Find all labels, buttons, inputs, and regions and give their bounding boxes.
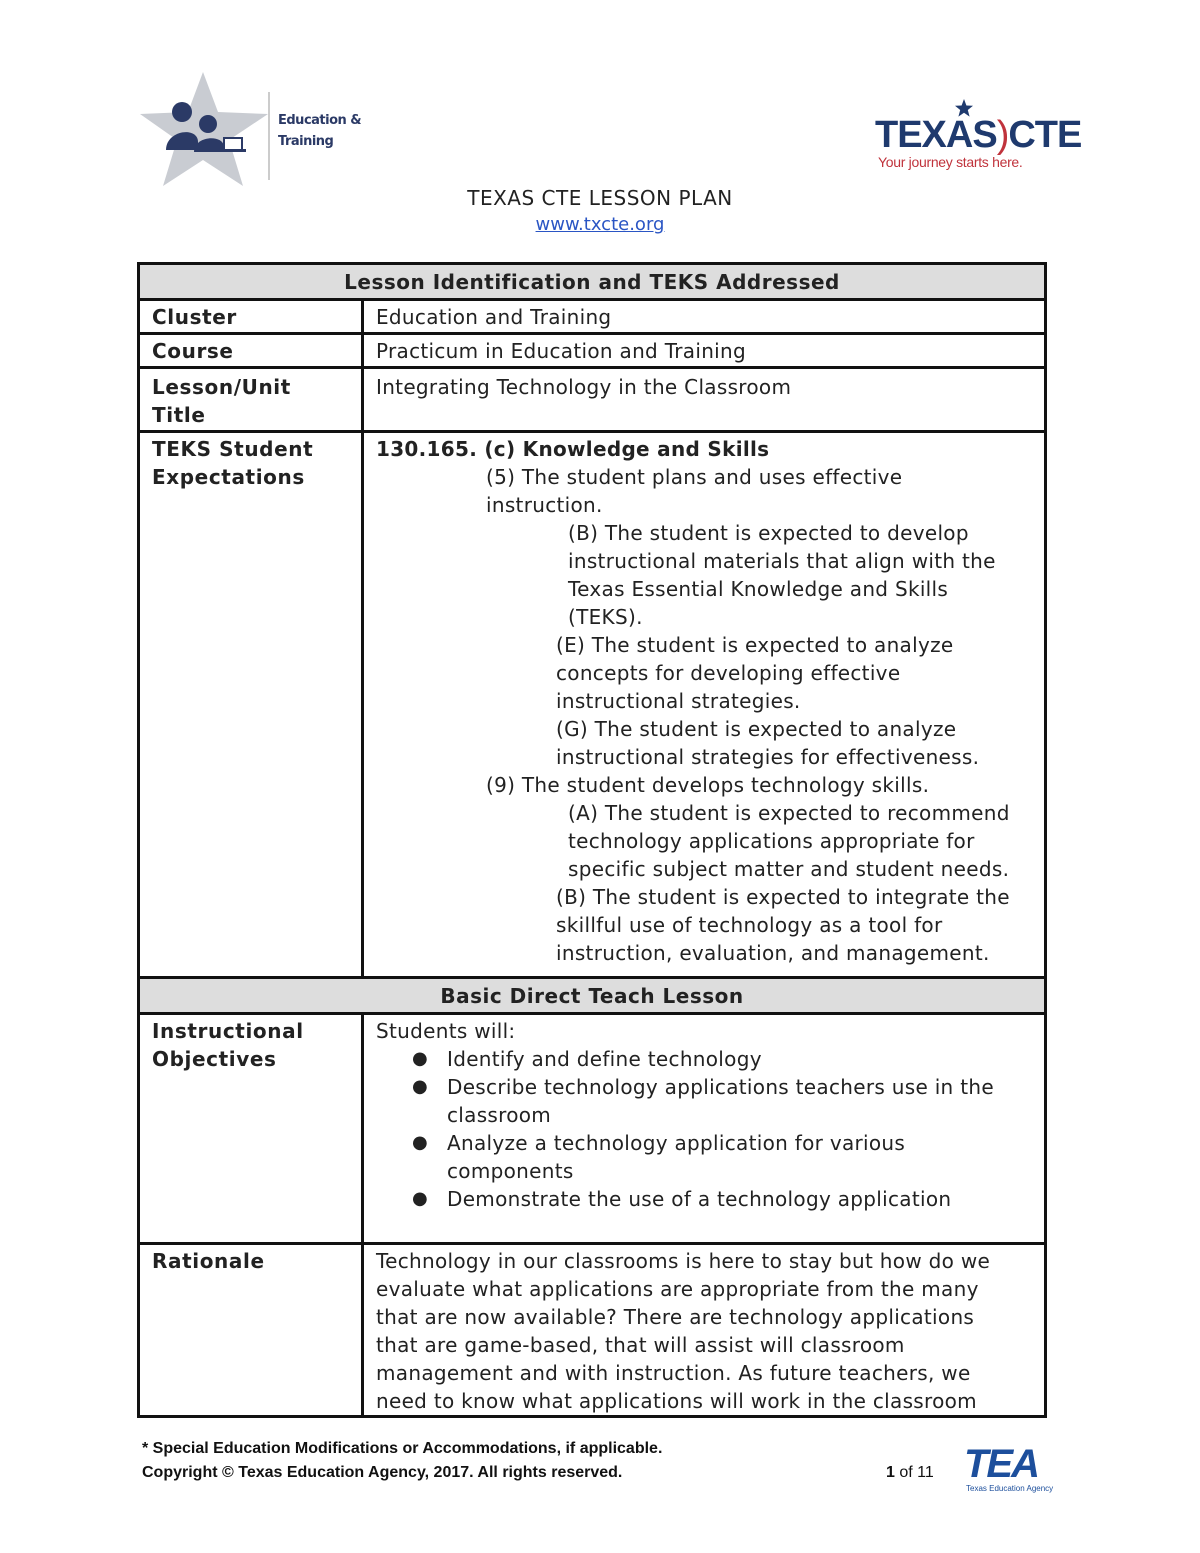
cluster-value: Education and Training	[376, 305, 612, 329]
footer-note: * Special Education Modifications or Accommodations, if applicable.	[142, 1440, 663, 1457]
tea-logo-subtitle: Texas Education Agency	[966, 1484, 1054, 1493]
objective-text: classroom	[447, 1103, 552, 1127]
row-cluster	[140, 301, 1044, 335]
teks-9a-line1: (A) The student is expected to recommend	[568, 801, 1010, 825]
lesson-title-label-line2: Title	[152, 403, 206, 427]
rationale-line: Technology in our classrooms is here to stay but how do we	[376, 1249, 991, 1273]
objective-text: Demonstrate the use of a technology application	[447, 1187, 952, 1211]
list-item	[376, 1185, 1032, 1213]
teks-content	[364, 433, 1044, 976]
section-lesson-identification	[140, 265, 1044, 301]
bullet-icon: ●	[412, 1188, 429, 1209]
row-lesson-title	[140, 369, 1044, 433]
tea-logo-text: TEA	[964, 1442, 1038, 1486]
bullet-icon: ●	[412, 1132, 429, 1153]
teks-5g-line2: instructional strategies for effectiveness.	[556, 745, 980, 769]
teks-label	[140, 433, 364, 976]
teks-5b-line1: (B) The student is expected to develop	[568, 521, 969, 545]
bullet-icon: ●	[412, 1048, 429, 1069]
objectives-label-line2: Objectives	[152, 1047, 277, 1071]
texas-word: TEXAS	[875, 114, 997, 156]
teks-label-line1: TEKS Student	[152, 437, 314, 461]
cte-word: CTE	[1008, 114, 1082, 156]
teks-5e-line3: instructional strategies.	[556, 689, 801, 713]
rationale-line: need to know what applications will work in the classroom	[376, 1389, 977, 1413]
row-rationale	[140, 1245, 1044, 1415]
teks-5b-line2: instructional materials that align with the	[568, 549, 996, 573]
lesson-title-label	[140, 369, 364, 430]
lesson-plan-table	[137, 262, 1047, 1418]
teks-9-line1: (9) The student develops technology skills.	[486, 773, 930, 797]
lesson-title-value: Integrating Technology in the Classroom	[376, 375, 792, 399]
teks-5b-line4: (TEKS).	[568, 605, 643, 629]
teks-9a-line3: specific subject matter and student needs.	[568, 857, 1010, 881]
section-heading: Lesson Identification and TEKS Addressed	[344, 270, 840, 294]
bullet-icon: ●	[412, 1076, 429, 1097]
lesson-title-label-line1: Lesson/Unit	[152, 375, 291, 399]
rationale-line: management and with instruction. As future teachers, we	[376, 1361, 971, 1385]
rationale-label: Rationale	[140, 1245, 364, 1415]
list-item	[376, 1073, 1032, 1129]
page-current: 1	[886, 1464, 895, 1481]
objective-text: Analyze a technology application for various	[447, 1131, 906, 1155]
objective-text: Identify and define technology	[447, 1047, 762, 1071]
objective-text: Describe technology applications teachers use in the	[447, 1075, 994, 1099]
teks-9a-line2: technology applications appropriate for	[568, 829, 975, 853]
teks-5-line1: (5) The student plans and uses effective	[486, 465, 903, 489]
page-title: TEXAS CTE LESSON PLAN	[467, 186, 733, 210]
website-link[interactable]: www.txcte.org	[535, 214, 665, 235]
rationale-content	[364, 1245, 1044, 1415]
rationale-line: that are now available? There are technology applications	[376, 1305, 975, 1329]
teks-label-line2: Expectations	[152, 465, 305, 489]
course-label: Course	[140, 335, 364, 366]
logo-text-line2: Training	[278, 134, 334, 149]
objective-text: components	[447, 1159, 574, 1183]
star-teacher-icon	[140, 72, 270, 188]
swoosh-icon: )	[996, 114, 1009, 156]
tea-logo	[964, 1442, 1060, 1498]
objectives-label-line1: Instructional	[152, 1019, 304, 1043]
teks-5g-line1: (G) The student is expected to analyze	[556, 717, 957, 741]
teks-9b-line3: instruction, evaluation, and management.	[556, 941, 990, 965]
texas-cte-logo	[872, 98, 1082, 173]
teks-9b-line2: skillful use of technology as a tool for	[556, 913, 943, 937]
cluster-label: Cluster	[140, 301, 364, 332]
teks-5b-line3: Texas Essential Knowledge and Skills	[568, 577, 949, 601]
education-training-logo-text	[278, 110, 361, 152]
education-training-logo	[140, 72, 370, 188]
footer-copyright: Copyright © Texas Education Agency, 2017. All rights reserved.	[142, 1464, 623, 1481]
list-item	[376, 1129, 1032, 1185]
texas-cte-wordmark	[875, 114, 1081, 157]
objectives-list	[376, 1045, 1032, 1213]
teks-5-line2: instruction.	[486, 493, 603, 517]
row-teks	[140, 433, 1044, 979]
teks-9b-line1: (B) The student is expected to integrate the	[556, 885, 1010, 909]
objectives-intro: Students will:	[376, 1019, 516, 1043]
page-total: of 11	[899, 1464, 934, 1481]
teks-heading: 130.165. (c) Knowledge and Skills	[376, 437, 770, 461]
row-course	[140, 335, 1044, 369]
objectives-label	[140, 1015, 364, 1242]
logo-text-line1: Education &	[278, 113, 362, 128]
teks-5e-line2: concepts for developing effective	[556, 661, 901, 685]
section-heading: Basic Direct Teach Lesson	[440, 984, 744, 1008]
page-number	[886, 1464, 934, 1482]
course-value: Practicum in Education and Training	[376, 339, 747, 363]
row-objectives	[140, 1015, 1044, 1245]
rationale-line: that are game-based, that will assist will classroom	[376, 1333, 905, 1357]
rationale-line: evaluate what applications are appropriate from the many	[376, 1277, 979, 1301]
teks-5e-line1: (E) The student is expected to analyze	[556, 633, 954, 657]
website-link-wrap	[0, 214, 1200, 235]
objectives-content	[364, 1015, 1044, 1242]
list-item	[376, 1045, 1032, 1073]
logo-divider	[268, 92, 270, 180]
section-direct-teach	[140, 979, 1044, 1015]
texas-cte-tagline: Your journey starts here.	[878, 154, 1023, 170]
